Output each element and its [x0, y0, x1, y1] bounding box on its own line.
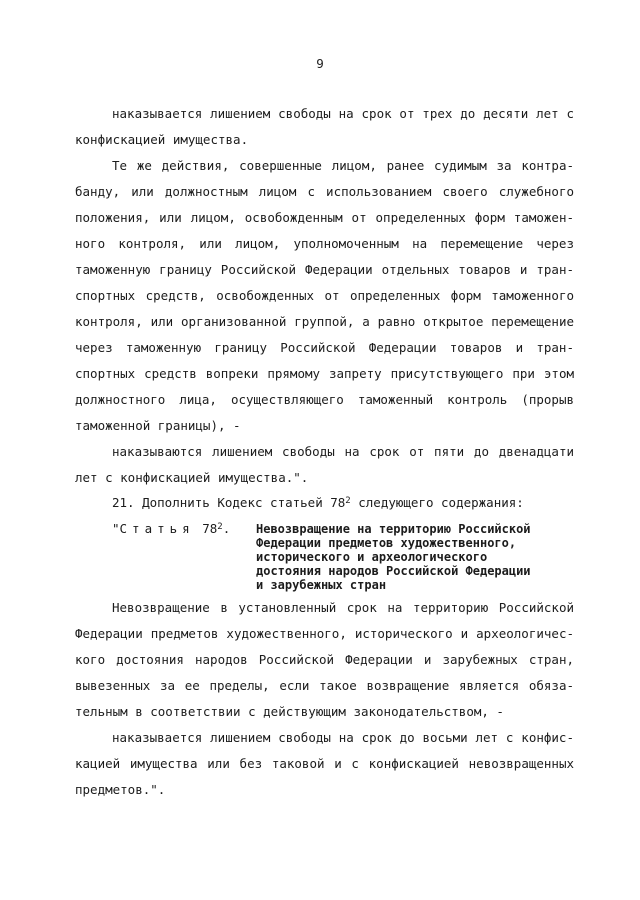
- article-heading-line: Невозвращение на территорию Российской: [256, 522, 531, 536]
- text-line: Федерации предметов художественного, исторического и археологичес-: [75, 626, 574, 641]
- text-line: наказывается лишением свободы на срок от трех до десяти лет с: [112, 106, 574, 121]
- text-line: кацией имущества или без таковой и с конфискацией невозвращенных: [75, 756, 574, 771]
- article-heading-line: Федерации предметов художественного,: [256, 536, 517, 550]
- text-line: предметов.".: [75, 782, 166, 797]
- text-line: таможенную границу Российской Федерации отдельных товаров и тран-: [75, 262, 574, 277]
- text-line: контроля, или организованной группой, а равно открытое перемещение: [75, 314, 574, 329]
- page-number: 9: [316, 56, 324, 71]
- text-line: тельным в соответствии с действующим законодательством, -: [75, 704, 504, 719]
- article-heading-line: исторического и археологического: [256, 550, 488, 564]
- article-label: "Статья $78^2$.: [112, 521, 231, 536]
- text-line: наказывается лишением свободы на срок до восьми лет с конфис-: [112, 730, 574, 745]
- text-line: Невозвращение в установленный срок на территорию Российской: [112, 600, 574, 615]
- text-line: наказываются лишением свободы на срок от пяти до двенадцати: [112, 444, 574, 459]
- text-line: кого достояния народов Российской Федерации и зарубежных стран,: [75, 652, 574, 667]
- text-line: ного контроля, или лицом, уполномоченным на перемещение через: [75, 236, 574, 251]
- text-line: спортных средств вопреки прямому запрету присутствующего при этом: [75, 366, 574, 381]
- article-heading-line: достояния народов Российской Федерации: [256, 564, 531, 578]
- text-line: лет с конфискацией имущества.".: [75, 470, 309, 485]
- point-21-line: 21. Дополнить Кодекс статьей $78^2$ следующего содержания:: [112, 495, 524, 510]
- text-line: через таможенную границу Российской Федерации товаров и тран-: [75, 340, 574, 355]
- text-line: положения, или лицом, освобожденным от определенных форм таможен-: [75, 210, 574, 225]
- text-line: таможенной границы), -: [75, 418, 241, 433]
- article-heading-line: и зарубежных стран: [256, 578, 387, 592]
- text-line: должностного лица, осуществляющего таможенный контроль (прорыв: [75, 392, 574, 407]
- text-line: банду, или должностным лицом с использованием своего служебного: [75, 184, 574, 199]
- text-line: Те же действия, совершенные лицом, ранее судимым за контра-: [112, 158, 574, 173]
- text-line: спортных средств, освобожденных от определенных форм таможенного: [75, 288, 574, 303]
- text-line: конфискацией имущества.: [75, 132, 249, 147]
- text-line: вывезенных за ее пределы, если такое возвращение является обяза-: [75, 678, 574, 693]
